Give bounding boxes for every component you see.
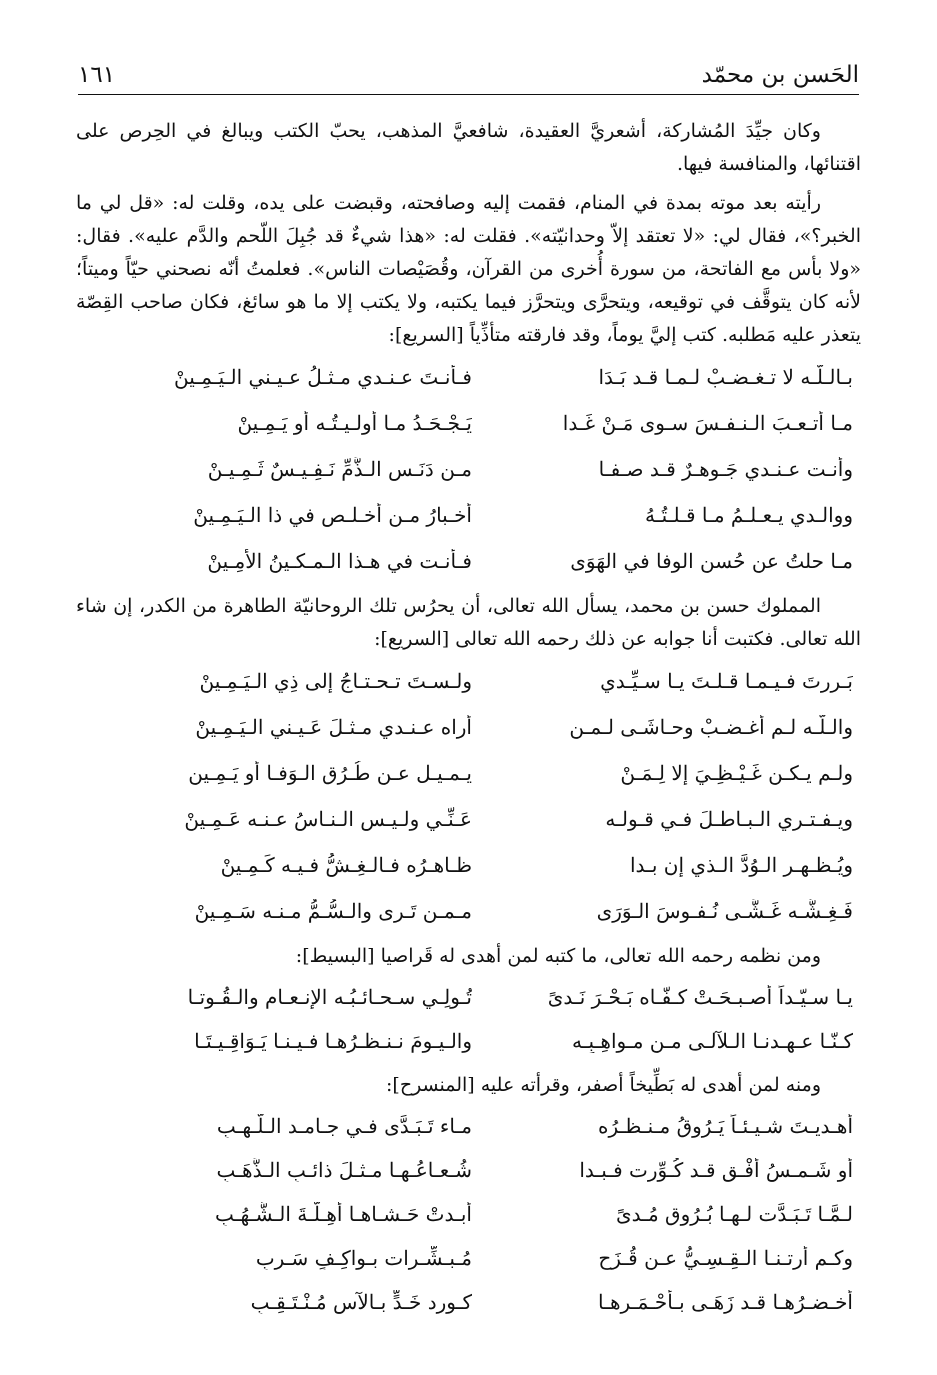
- hemistich-first: أخـضـرُهـا قـد زَهَـى بـأحْـمَـرِهـا: [598, 1290, 853, 1314]
- hemistich-second: شُـعـاعُـهـا مـثـلَ ذائـبِ الـذَّهَـبِ: [216, 1158, 472, 1182]
- poem-4-verse: [76, 1192, 861, 1236]
- hemistich-first: أهـديـتَ شـيـئـاً يَـرُوقُ مـنـظـرُه: [598, 1114, 853, 1138]
- hemistich-second: فـأنـتَ عـنـدي مـثـلُ عـيـني الـيَـمِـينْ: [174, 365, 472, 389]
- hemistich-second: أخـبارُ مـن أخـلـص في ذا الـيَـمِـينْ: [193, 503, 472, 527]
- poem-1-verse: [76, 538, 861, 584]
- poem-1-verse: [76, 354, 861, 400]
- paragraph-2: رأيته بعد موته بمدة في المنام، فقمت إليه وصافحته، وقبضت على يده، وقلت له: «قل لي ما الخبر؟»، فقال لي: «لا تعتقد إلاّ وحدانيّته». فقلت له: «هذا شيءٌ قد جُبِلَ اللّحم والدَّم عليه». فقال: «ولا بأس مع الفاتحة، من سورة أُخرى من القرآن، وقُصَيْصات الناس». فعلمتُ أنّه نصحني حيّاً وميتاً؛ لأنه كان يتوقَّف في توقيعه، ويتحرَّى ويتحرَّز فيما يكتبه، ولا يكتب إلا ما هو سائغ، فكان صاحب القِصّة يتعذر عليه مَطلبه. كتب إليَّ يوماً، وقد فارقته متأذِّياً [السريع]:: [76, 192, 861, 346]
- hemistich-first: بـالـلّـه لا تـغـضـبْ لـمـا قـد بَـدَا: [598, 365, 853, 389]
- hemistich-first: ويـفـتـري الـبـاطـلَ فـي قـولـه: [605, 807, 853, 831]
- poem-4: [76, 1104, 861, 1324]
- poem-2-verse: [76, 658, 861, 704]
- hemistich-first: والـلّـه لـم أغـضـبْ وحـاشَـى لـمـن: [569, 715, 853, 739]
- poem-1-verse: [76, 492, 861, 538]
- poem-2: [76, 658, 861, 934]
- hemistich-second: مُـبـشِّـرات بـواكِـفٍ سَـرِبِ: [255, 1246, 472, 1270]
- header-title: الحَسن بن محمّد: [701, 62, 859, 88]
- hemistich-second: أراه عـنـدي مـثـلَ عَـيـني الـيَـمِـينْ: [195, 715, 472, 739]
- hemistich-first: بَـررتَ فـيـمـا قـلـتَ يـا سـيِّـدي: [600, 669, 853, 693]
- poem-1: [76, 354, 861, 584]
- poem-2-verse: [76, 750, 861, 796]
- paragraph-4: ومن نظمه رحمه الله تعالى، ما كتبه لمن أهدى له قَراصيا [البسيط]:: [295, 945, 821, 967]
- page-number: ١٦١: [78, 62, 116, 88]
- hemistich-first: ووالـدي يـعـلـمُ مـا قـلـتُـهُ: [645, 503, 853, 527]
- hemistich-first: لـمَّـا تَـبَـدَّت لـهـا بُـرُوق مُـدىً: [615, 1202, 853, 1226]
- page-body: [76, 115, 861, 1330]
- hemistich-second: فـأنـت في هـذا الـمـكـينُ الأَمِـينْ: [207, 549, 472, 573]
- hemistich-second: عَـنِّـي ولـيـس الـنـاسُ عـنـه عَـمِـينْ: [184, 807, 472, 831]
- poem-3: [76, 975, 861, 1063]
- hemistich-second: والـيـومَ نـنـظـرُهـا فـيـنـا يَـوَاقِـيـتَـا: [194, 1029, 472, 1053]
- hemistich-second: يـمـيـل عـن طُـرُق الـوَفـا أو يَـمِـين: [188, 761, 472, 785]
- hemistich-first: فَـغِـشُّـه غَـشَّـى نُـفـوسَ الـوَرَى: [596, 899, 853, 923]
- poem-1-verse: [76, 400, 861, 446]
- paragraph-3: المملوك حسن بن محمد، يسأل الله تعالى، أن يحرُس تلك الروحانيّة الطاهرة من الكدر، إن شاء الله تعالى. فكتبت أنا جوابه عن ذلك رحمه الله تعالى [السريع]:: [76, 595, 861, 650]
- poem-3-verse: [76, 1019, 861, 1063]
- hemistich-second: مـن دَنَـس الـذَّمِّ نَـفِـيـسٌ ثَـمِـيـنْ: [207, 457, 472, 481]
- hemistich-first: أو شَـمـسُ أُفْـقٍ قـد كُـوِّرت فـبـدا: [579, 1158, 853, 1182]
- poem-2-verse: [76, 796, 861, 842]
- paragraph-1: وكان جيِّدَ المُشاركة، أشعريَّ العقيدة، شافعيَّ المذهب، يحبّ الكتب ويبالغ في الحِرص على اقتنائها، والمنافسة فيها.: [76, 120, 861, 175]
- hemistich-second: مـاء تَـبَـدَّى فـي جـامـد الـلَّـهـبِ: [216, 1114, 472, 1138]
- poem-2-verse: [76, 888, 861, 934]
- hemistich-first: وكـم أرتـنـا الـقِـسِـيُّ عـن قُـزَحٍ: [598, 1246, 853, 1270]
- poem-4-verse: [76, 1148, 861, 1192]
- hemistich-second: أبـدتْ حَـشـاهـا أهِـلَّـةَ الـشُّـهُـبِ: [215, 1202, 472, 1226]
- hemistich-second: كـورد خَـدٍّ بـالآس مُـنْـتَـقِـبِ: [250, 1290, 472, 1314]
- hemistich-first: ولـم يـكـن غَـيْـظِـيَ إلا لِـمَـنْ: [620, 761, 853, 785]
- poem-4-verse: [76, 1236, 861, 1280]
- hemistich-first: مـا أتـعـبَ الـنـفـسَ سـوى مَـنْ غَـدا: [562, 411, 853, 435]
- hemistich-first: كـنّـا عـهـدنـا الـلآلـى مـن مـواهِـبِـه: [571, 1029, 853, 1053]
- poem-2-verse: [76, 842, 861, 888]
- poem-4-verse: [76, 1280, 861, 1324]
- hemistich-first: وأنـت عـنـدي جَـوهـرٌ قـد صـفـا: [598, 457, 853, 481]
- hemistich-second: ظـاهـرُه فـالـغِـشُّ فـيـه كَـمِـينْ: [220, 853, 472, 877]
- hemistich-first: مـا حلتُ عن حُسن الوفا في الهَوَى: [570, 549, 853, 573]
- running-header: [78, 56, 859, 95]
- hemistich-second: يَـجْـحَـدُ مـا أولـيـتُـه أو يَـمِـينْ: [237, 411, 472, 435]
- paragraph-5: ومنه لمن أهدى له بَطِّيخاً أصفر، وقرأته عليه [المنسرح]:: [386, 1074, 821, 1096]
- hemistich-second: مـمـن تَـرى والـسُّـمُّ مـنـه سَـمِـينْ: [194, 899, 472, 923]
- poem-4-verse: [76, 1104, 861, 1148]
- poem-2-verse: [76, 704, 861, 750]
- hemistich-first: يـا سـيّـداً أصـبـحَـتْ كـفّـاه بَـحْـرَ نَـدىً: [547, 985, 853, 1009]
- poem-3-verse: [76, 975, 861, 1019]
- poem-1-verse: [76, 446, 861, 492]
- hemistich-first: ويُـظـهـر الـوُدَّ الـذي إن بـدا: [629, 853, 853, 877]
- hemistich-second: ولـسـتَ تـحـتـاجُ إلى ذِي الـيَـمِـينْ: [199, 669, 472, 693]
- hemistich-second: تُـولِـي سـحـائـبُـه الإنـعـام والـقُـوتـا: [187, 985, 472, 1009]
